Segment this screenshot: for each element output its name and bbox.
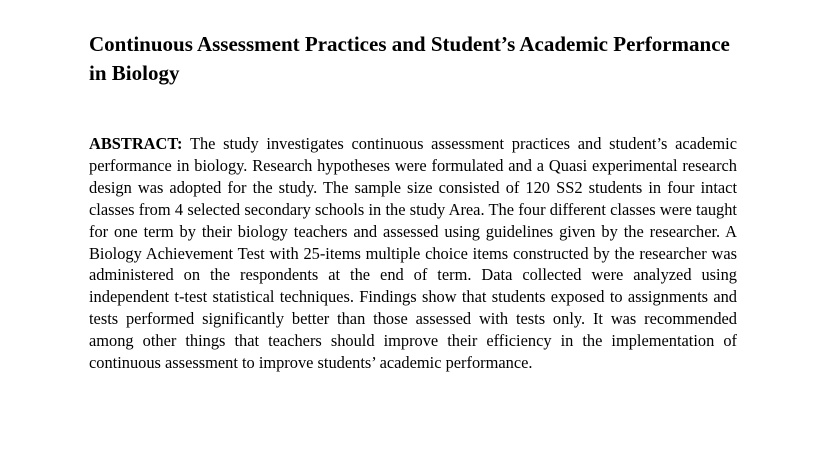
abstract-text: The study investigates continuous assessment practices and student’s academic performance in biology. Research hypotheses were formulated and a Quasi experimental research design was adopted for the study. The sample size consisted of 120 SS2 students in four intact classes from 4 selected secondary schools in the study Area. The four different classes were taught for one term by their biology teachers and assessed using guidelines given by the researcher. A Biology Achievement Test with 25-items multiple choice items constructed by the researcher was administered on the respondents at the end of term. Data collected were analyzed using independent t-test statistical techniques. Findings show that students exposed to assignments and tests performed significantly better than those assessed with tests only. It was recommended among other things that teachers should improve their efficiency in the implementation of continuous assessment to improve students’ academic performance. bbox=[89, 134, 737, 373]
abstract-label: ABSTRACT: bbox=[89, 134, 183, 153]
paper-page bbox=[89, 30, 737, 374]
paper-title: Continuous Assessment Practices and Student’s Academic Performance in Biology bbox=[89, 32, 730, 85]
abstract-paragraph bbox=[89, 133, 737, 374]
